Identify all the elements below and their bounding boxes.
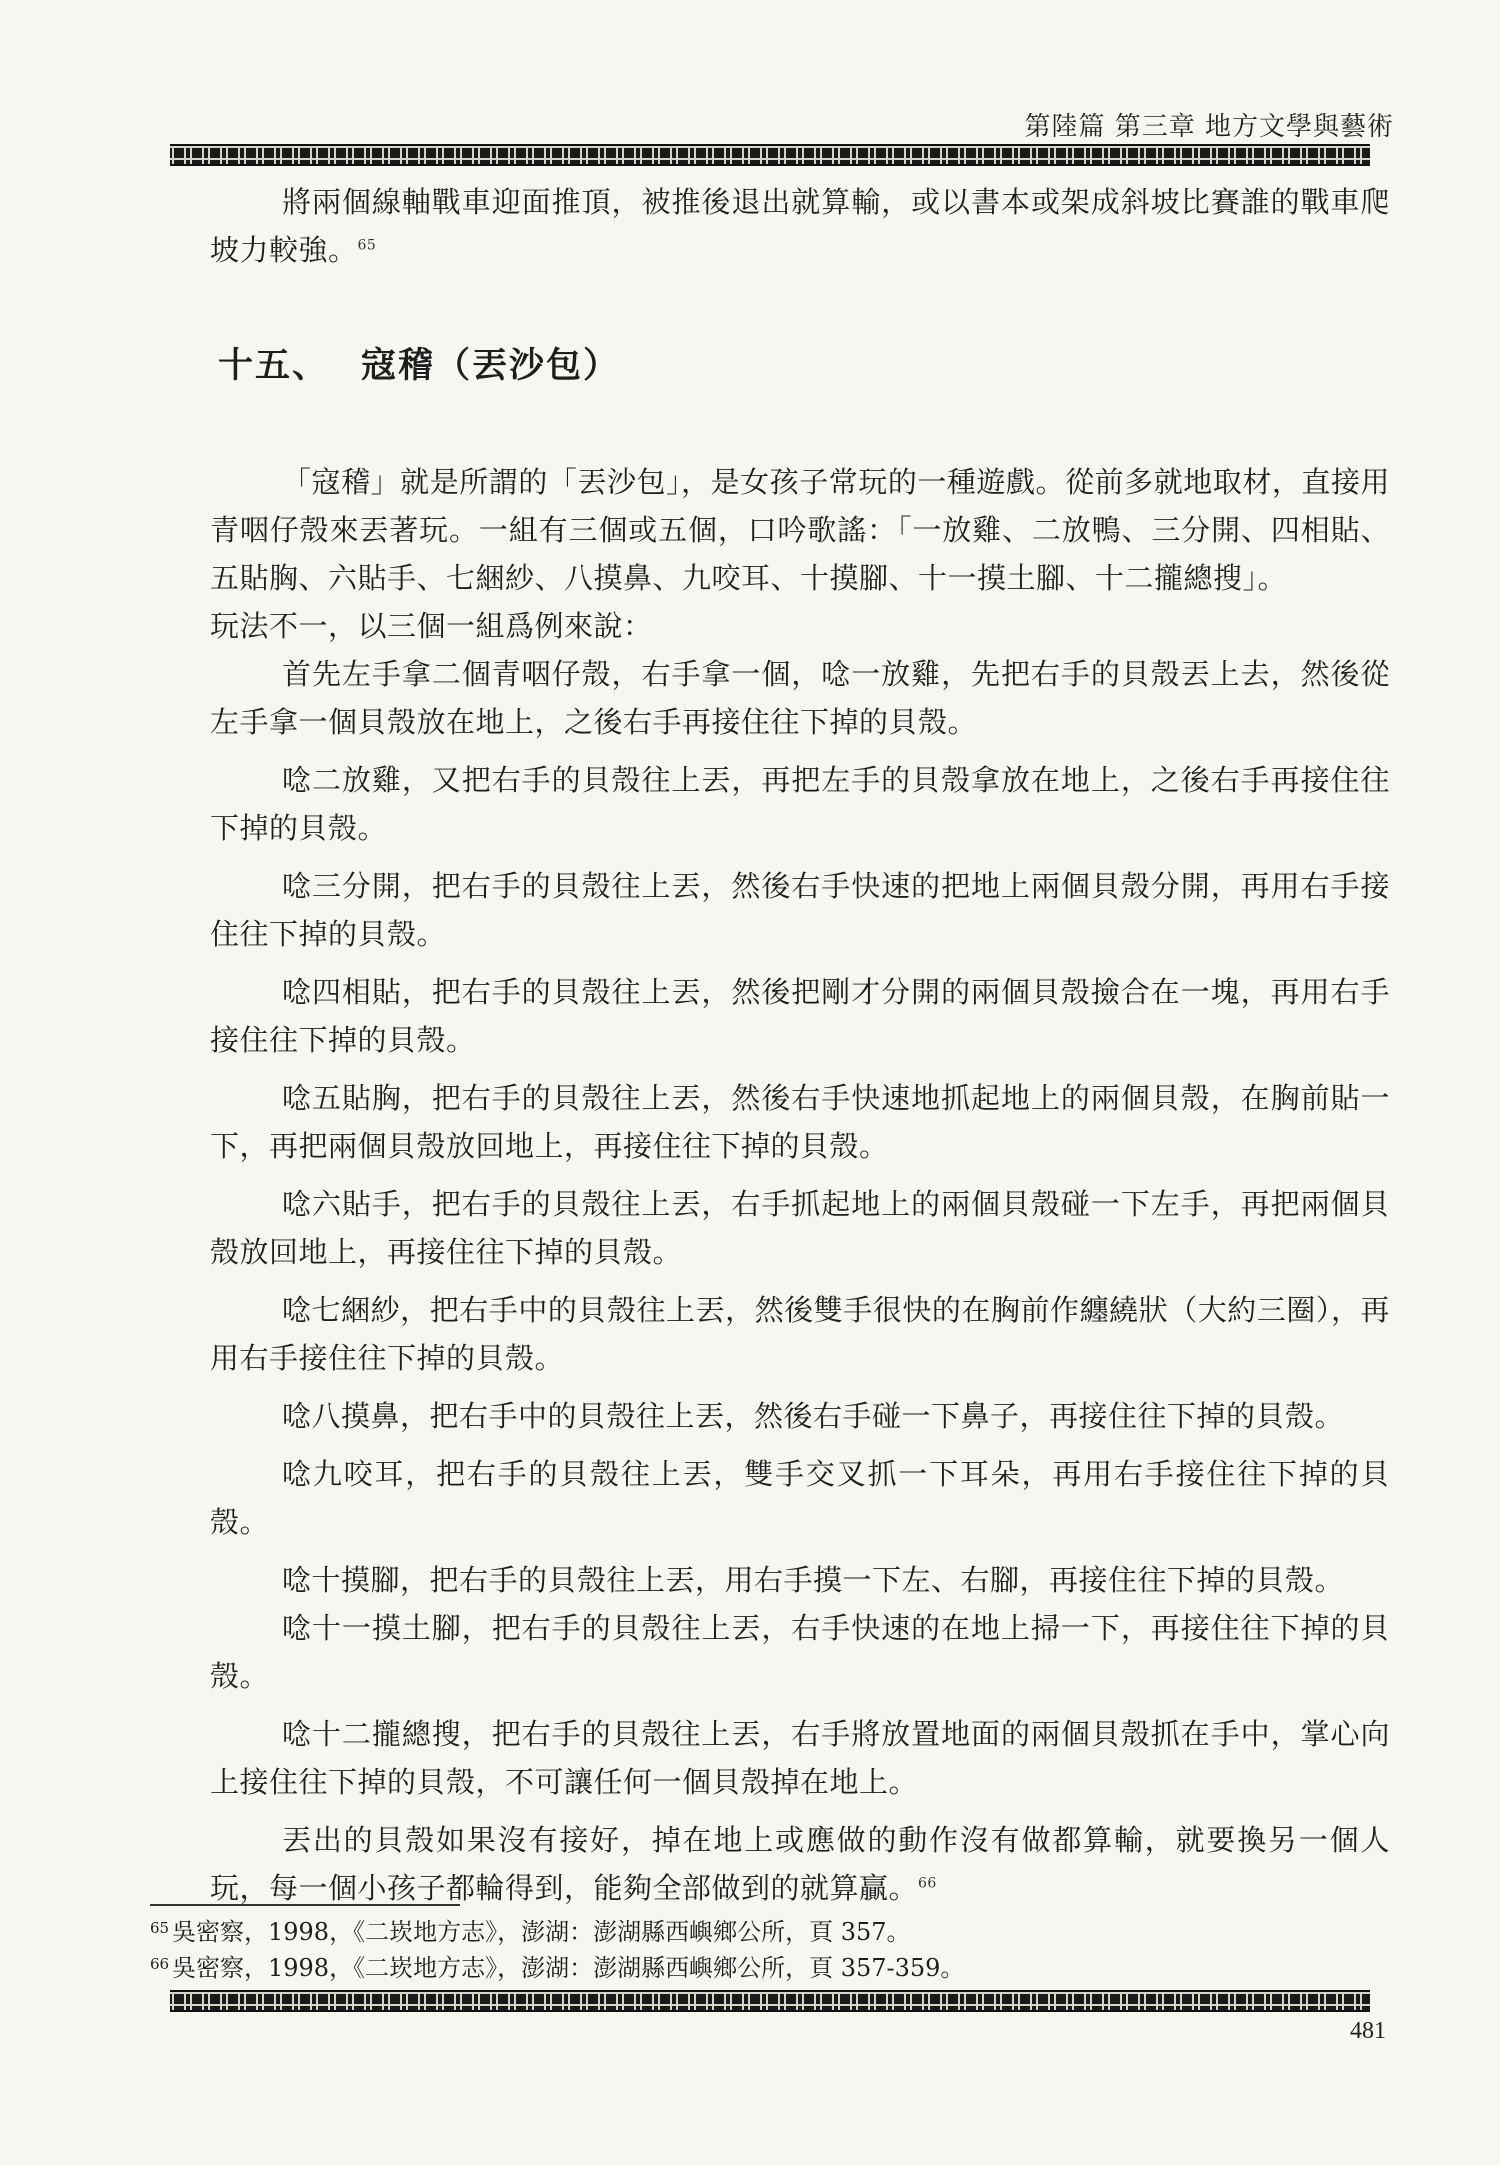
- section-heading: [218, 338, 620, 388]
- paragraph: 唸八摸鼻，把右手中的貝殼往上丟，然後右手碰一下鼻子，再接住往下掉的貝殼。: [282, 1399, 1345, 1433]
- section-title: 寇稽（丟沙包）: [361, 345, 621, 386]
- paragraph: 唸十摸腳，把右手的貝殼往上丟，用右手摸一下左、右腳，再接住往下掉的貝殼。: [282, 1563, 1345, 1597]
- footnote-text: 吳密察，1998，《二崁地方志》，澎湖：澎湖縣西嶼鄉公所，頁 357。: [172, 1918, 911, 1946]
- footnote-ref-65: 65: [357, 237, 377, 254]
- main-body: [210, 458, 1390, 1912]
- paragraph: 唸九咬耳，把右手的貝殼往上丟，雙手交叉抓一下耳朵，再用右手接住往下掉的貝殼。: [210, 1457, 1390, 1539]
- page-number: 481: [1350, 2018, 1386, 2044]
- paragraph: 唸四相貼，把右手的貝殼往上丟，然後把剛才分開的兩個貝殼撿合在一塊，再用右手接住往下掉的貝殼。: [210, 975, 1390, 1057]
- top-decorative-border: [170, 144, 1370, 166]
- bottom-decorative-border: [170, 1990, 1370, 2012]
- section-number: 十五、: [218, 345, 330, 386]
- footnote-number: 65: [150, 1919, 170, 1937]
- paragraph: 唸六貼手，把右手的貝殼往上丟，右手抓起地上的兩個貝殼碰一下左手，再把兩個貝殼放回地上，再接住往下掉的貝殼。: [210, 1187, 1390, 1269]
- footnote-divider: [150, 1904, 460, 1906]
- intro-paragraph: [210, 178, 1390, 274]
- paragraph: 首先左手拿二個青咽仔殼，右手拿一個，唸一放雞，先把右手的貝殼丟上去，然後從左手拿一個貝殼放在地上，之後右手再接住往下掉的貝殼。: [210, 657, 1390, 739]
- paragraph-continuation: 玩法不一，以三個一組爲例來說：: [210, 609, 653, 643]
- footnote-ref-66: 66: [918, 1875, 937, 1892]
- paragraph: 唸五貼胸，把右手的貝殼往上丟，然後右手快速地抓起地上的兩個貝殼，在胸前貼一下，再把兩個貝殼放回地上，再接住往下掉的貝殼。: [210, 1081, 1390, 1163]
- running-header: 第陸篇 第三章 地方文學與藝術: [1024, 112, 1394, 142]
- paragraph: 唸七綑紗，把右手中的貝殼往上丟，然後雙手很快的在胸前作纏繞狀（大約三圈），再用右手接住往下掉的貝殼。: [210, 1293, 1390, 1375]
- paragraph: 唸十一摸土腳，把右手的貝殼往上丟，右手快速的在地上掃一下，再接住往下掉的貝殼。: [210, 1611, 1390, 1693]
- paragraph: 「寇稽」就是所謂的「丟沙包」，是女孩子常玩的一種遊戲。從前多就地取材，直接用青咽仔殼來丟著玩。一組有三個或五個，口吟歌謠：「一放雞、二放鴨、三分開、四相貼、五貼胸、六貼手、七綑紗、八摸鼻、九咬耳、十摸腳、十一摸土腳、十二攏總搜」。: [210, 465, 1390, 595]
- footnote: [150, 1914, 1350, 1950]
- paragraph: 唸二放雞，又把右手的貝殼往上丟，再把左手的貝殼拿放在地上，之後右手再接住往下掉的貝殼。: [210, 763, 1390, 845]
- footnote-text: 吳密察，1998，《二崁地方志》，澎湖：澎湖縣西嶼鄉公所，頁 357-359。: [172, 1954, 965, 1982]
- paragraph: 唸三分開，把右手的貝殼往上丟，然後右手快速的把地上兩個貝殼分開，再用右手接住往下掉的貝殼。: [210, 869, 1390, 951]
- footnote: [150, 1950, 1350, 1986]
- footnotes: [150, 1914, 1350, 1986]
- footnote-number: 66: [150, 1955, 170, 1973]
- intro-text: 將兩個線軸戰車迎面推頂，被推後退出就算輸，或以書本或架成斜坡比賽誰的戰車爬坡力較強。: [210, 185, 1390, 267]
- closing-text: 丟出的貝殼如果沒有接好，掉在地上或應做的動作沒有做都算輸，就要換另一個人玩，每一個小孩子都輪得到，能夠全部做到的就算贏。: [210, 1823, 1390, 1905]
- paragraph: 唸十二攏總搜，把右手的貝殼往上丟，右手將放置地面的兩個貝殼抓在手中，掌心向上接住往下掉的貝殼，不可讓任何一個貝殼掉在地上。: [210, 1717, 1390, 1799]
- closing-paragraph: [210, 1816, 1390, 1912]
